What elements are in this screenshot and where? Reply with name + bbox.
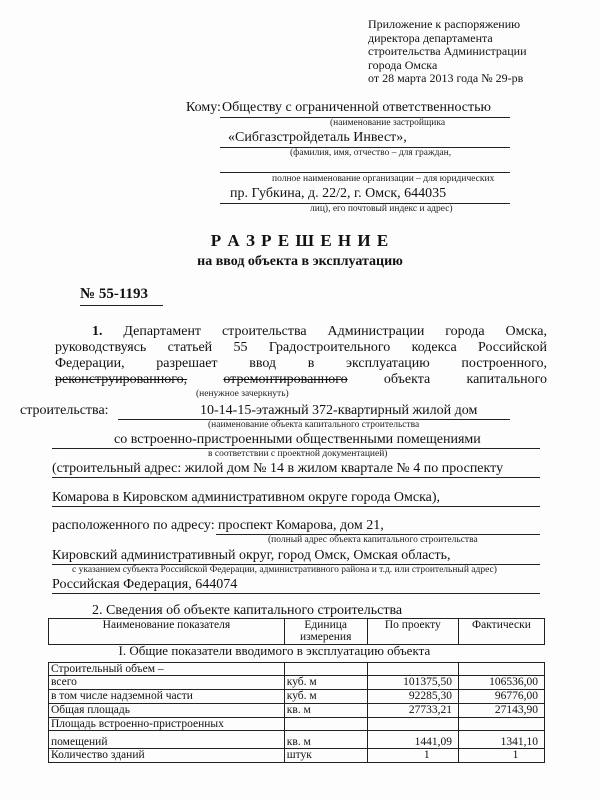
cell-unit: кв. м: [284, 704, 367, 718]
table-row: [49, 718, 545, 731]
underline: [52, 506, 540, 507]
table-row: [49, 749, 545, 763]
group-row: [49, 645, 545, 663]
word: ввод: [249, 356, 277, 371]
word: Администрации: [327, 324, 425, 339]
word: капитального: [466, 372, 547, 387]
cell-actual: 1: [458, 749, 544, 763]
word: Федерации,: [55, 356, 125, 371]
document-title: Р А З Р Е Ш Е Н И Е: [210, 231, 390, 250]
cell-actual: 27143,90: [458, 704, 544, 718]
cell-unit: [284, 718, 367, 731]
section-2-heading: 2. Сведения об объекте капитального строительства: [92, 603, 403, 618]
struck-word: отремонтированного: [223, 372, 348, 387]
appendix-line: директора департамента: [368, 30, 493, 45]
underline: [220, 172, 510, 173]
word: кодекса: [411, 340, 457, 355]
object-info-table: [48, 618, 545, 763]
document-subtitle: на ввод объекта в эксплуатацию: [197, 254, 403, 269]
underline: [52, 593, 540, 594]
cell-unit: куб. м: [284, 676, 367, 690]
paragraph-row: [55, 340, 547, 356]
cell-project: [367, 663, 458, 676]
header-cell: Наименование показателя: [49, 619, 285, 645]
cell-unit: кв. м: [284, 731, 367, 749]
word: Градостроительного: [268, 340, 391, 355]
hint-strike: (ненужное зачеркнуть): [196, 389, 289, 399]
word: построенного,: [461, 356, 547, 371]
appendix-line: города Омска: [368, 57, 438, 72]
hint-org: полное наименование организации – для юридических: [272, 174, 495, 184]
cell-project: 92285,30: [367, 690, 458, 704]
header-cell: По проекту: [367, 619, 458, 645]
word: Омска,: [505, 324, 547, 339]
underline: [80, 305, 163, 306]
struck-word: реконструированного,: [55, 372, 188, 387]
recipient-line-2: «Сибгазстройдеталь Инвест»,: [228, 130, 407, 145]
address-line-2: Кировский административный округ, город Омск, Омская область,: [52, 548, 451, 563]
construction-label: строительства:: [20, 403, 109, 418]
cell-unit: штук: [284, 749, 367, 763]
cell-unit: [284, 663, 367, 676]
word: в: [307, 356, 315, 371]
appendix-line: Приложение к распоряжению: [368, 17, 521, 31]
word: Российской: [478, 340, 547, 355]
cell-unit: куб. м: [284, 690, 367, 704]
word: строительства: [221, 324, 307, 339]
word: города: [445, 324, 485, 339]
word: разрешает: [156, 356, 218, 371]
cell-actual: 96776,00: [458, 690, 544, 704]
hint-object: (наименование объекта капитального строительства: [208, 420, 420, 430]
table-header-row: [49, 619, 545, 645]
paragraph-row: [55, 356, 547, 372]
cell-project: [367, 718, 458, 731]
object-name-2: со встроенно-пристроенными общественными помещениями: [114, 432, 481, 447]
cell-project: 1: [367, 749, 458, 763]
cell-actual: [458, 718, 544, 731]
to-label: Кому:: [186, 100, 221, 115]
recipient-address: пр. Губкина, д. 22/2, г. Омск, 644035: [230, 186, 447, 201]
located-label: расположенного по адресу:: [52, 518, 215, 533]
word: Департамент: [123, 324, 202, 339]
paragraph-row: [55, 372, 547, 388]
word: статьей: [167, 340, 213, 355]
cell-actual: [458, 663, 544, 676]
header-cell: Единица измерения: [284, 619, 367, 645]
cell-name: всего: [49, 676, 285, 690]
appendix-line: от 28 марта 2013 года № 29-рв: [368, 71, 524, 85]
group-heading: I. Общие показатели вводимого в эксплуатацию объекта: [49, 645, 545, 663]
table-row: [49, 731, 545, 749]
cell-name: Строительный объем –: [49, 663, 285, 676]
object-name-1: 10-14-15-этажный 372-квартирный жилой дом: [200, 403, 478, 418]
table-row: [49, 690, 545, 704]
hint-name: (фамилия, имя, отчество – для граждан,: [290, 148, 452, 158]
cell-name: Количество зданий: [49, 749, 285, 763]
word: эксплуатацию: [345, 356, 430, 371]
appendix-line: строительства Администрации: [368, 44, 527, 58]
hint-project: в соответствии с проектной документацией): [208, 449, 388, 459]
cell-project: 1441,09: [367, 731, 458, 749]
table-row: [49, 663, 545, 676]
word: 55: [233, 340, 248, 355]
cell-project: 101375,50: [367, 676, 458, 690]
hint-address: лиц), его почтовый индекс и адрес): [310, 204, 453, 214]
hint-full-address: (полный адрес объекта капитального строительства: [268, 535, 478, 545]
word: объекта: [383, 372, 431, 387]
cell-name: в том числе надземной части: [49, 690, 285, 704]
cell-name: помещений: [49, 731, 285, 749]
cell-actual: 1341,10: [458, 731, 544, 749]
hint-developer: (наименование застройщика: [330, 118, 446, 128]
building-address-1: (строительный адрес: жилой дом № 14 в жилом квартале № 4 по проспекту: [52, 461, 504, 476]
underline: [52, 477, 540, 478]
appendix-note: [368, 18, 527, 86]
header-cell: Фактически: [458, 619, 544, 645]
permit-number: № 55-1193: [80, 286, 148, 302]
recipient-line-1: Обществу с ограниченной ответственностью: [222, 100, 491, 115]
item-number: 1.: [92, 324, 103, 339]
cell-actual: 106536,00: [458, 676, 544, 690]
hint-subject: с указанием субъекта Российской Федерации, административного района и т.д. или строительный адрес): [72, 565, 497, 575]
located-value: проспект Комарова, дом 21,: [218, 518, 384, 533]
cell-name: Площадь встроенно-пристроенных: [49, 718, 285, 731]
table-row: [49, 676, 545, 690]
table-row: [49, 704, 545, 718]
address-line-3: Российская Федерация, 644074: [52, 577, 238, 592]
word: руководствуясь: [55, 340, 147, 355]
paragraph-row: [92, 324, 547, 340]
cell-project: 27733,21: [367, 704, 458, 718]
cell-name: Общая площадь: [49, 704, 285, 718]
building-address-2: Комарова в Кировском административном округе города Омска),: [52, 490, 441, 505]
